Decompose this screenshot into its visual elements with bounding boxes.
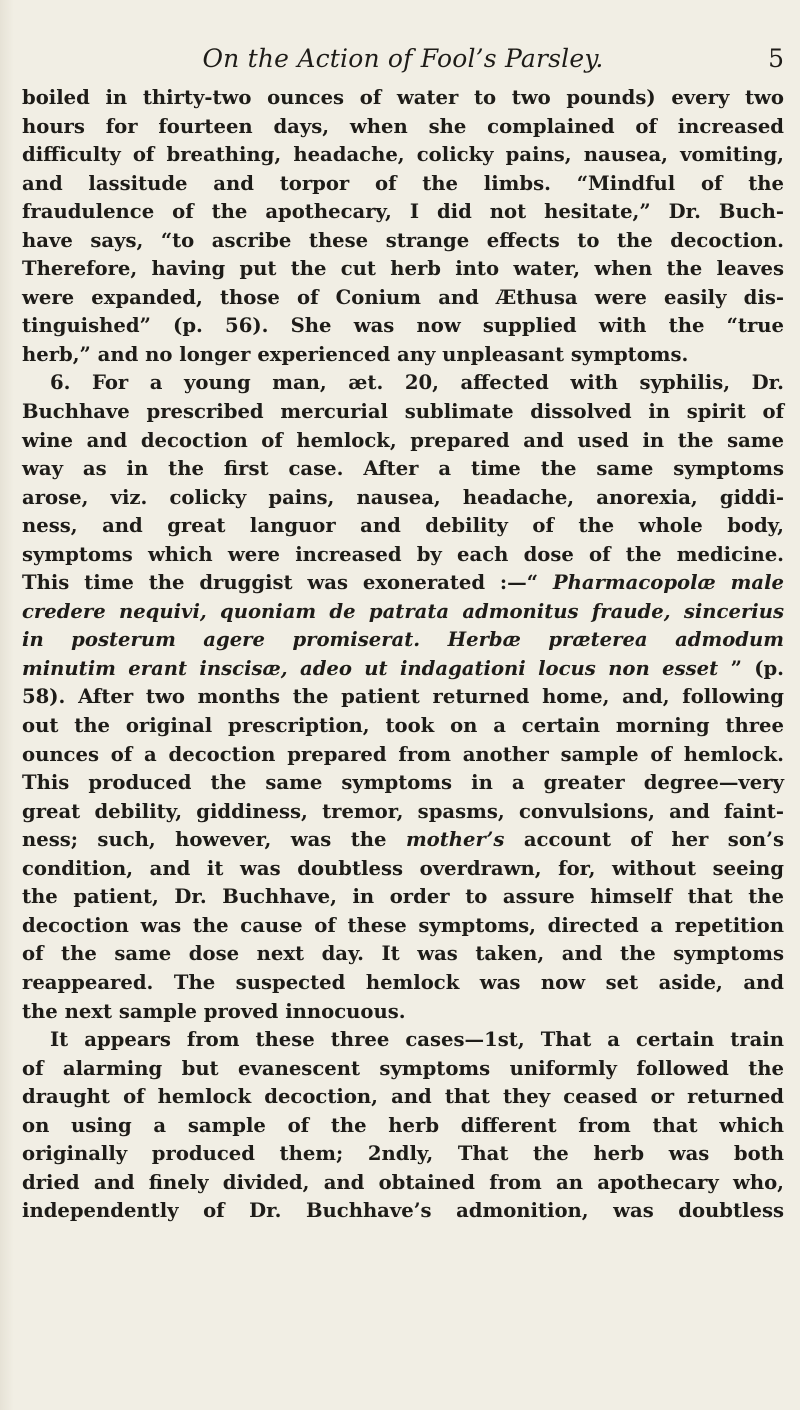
text-line: arose, viz. colicky pains, nausea, headache, anorexia, giddi- — [22, 485, 784, 509]
text-line: Therefore, having put the cut herb into water, when the leaves — [22, 257, 784, 281]
text-segment: account of her son’s — [523, 828, 784, 852]
text-line: out the original prescription, took on a certain morning three — [22, 714, 784, 738]
text-line: the patient, Dr. Buchhave, in order to assure himself that the — [22, 885, 784, 909]
text-line: 58). After two months the patient returned home, and, following — [22, 685, 784, 709]
latin-quotation: in posterum agere promiserat. Herbæ præterea admodum — [22, 628, 784, 652]
text-line: draught of hemlock decoction, and that they ceased or returned — [22, 1085, 784, 1109]
text-line: ounces of a decoction prepared from another sample of hemlock. — [22, 742, 784, 766]
text-line: condition, and it was doubtless overdrawn, for, without seeing — [22, 856, 784, 880]
text-line: hours for fourteen days, when she complained of increased — [22, 114, 784, 138]
text-line — [22, 598, 784, 627]
text-line: boiled in thirty-two ounces of water to two pounds) every two — [22, 86, 784, 109]
text-line: of alarming but evanescent symptoms uniformly followed the — [22, 1056, 784, 1080]
text-line: the next sample proved innocuous. — [22, 999, 406, 1023]
text-line: and lassitude and torpor of the limbs. “Mindful of the — [22, 171, 784, 195]
text-line: have says, “to ascribe these strange effects to the decoction. — [22, 228, 784, 252]
text-line-mixed — [22, 826, 784, 855]
text-line: great debility, giddiness, tremor, spasms, convulsions, and faint- — [22, 799, 784, 823]
text-line: dried and finely divided, and obtained from an apothecary who, — [22, 1170, 784, 1194]
page-number: 5 — [768, 44, 784, 73]
text-line: difficulty of breathing, headache, colicky pains, nausea, vomiting, — [22, 143, 784, 167]
text-line-mixed — [22, 569, 784, 598]
text-line: herb,” and no longer experienced any unpleasant symptoms. — [22, 342, 689, 366]
running-title: On the Action of Fool’s Parsley. — [202, 44, 604, 73]
text-line: fraudulence of the apothecary, I did not hesitate,” Dr. Buch- — [22, 200, 784, 224]
paragraph-start-line: 6. For a young man, æt. 20, affected with syphilis, Dr. — [50, 371, 784, 395]
text-line: on using a sample of the herb different from that which — [22, 1113, 784, 1137]
text-line: symptoms which were increased by each dose of the medicine. — [22, 542, 784, 566]
text-line: originally produced them; 2ndly, That the herb was both — [22, 1142, 784, 1166]
text-line — [22, 626, 784, 655]
latin-quotation: credere nequivi, quoniam de patrata admonitus fraude, sincerius — [22, 599, 784, 623]
text-line: decoction was the cause of these symptoms, directed a repetition — [22, 913, 784, 937]
text-segment: This time the druggist was exonerated :—“ — [22, 571, 539, 595]
emphasis: mother’s — [405, 828, 505, 852]
page-gutter-edge — [0, 0, 14, 1410]
running-head — [22, 44, 784, 84]
text-line: independently of Dr. Buchhave’s admonition, was doubtless — [22, 1199, 784, 1223]
text-line: tinguished” (p. 56). She was now supplied with the “true — [22, 314, 784, 338]
text-segment: ” (p. — [730, 656, 785, 680]
text-line: ness, and great languor and debility of the whole body, — [22, 514, 784, 538]
text-line: wine and decoction of hemlock, prepared and used in the same — [22, 428, 784, 452]
text-line: Buchhave prescribed mercurial sublimate dissolved in spirit of — [22, 400, 784, 424]
body-text — [22, 84, 784, 1226]
text-line: were expanded, those of Conium and Æthusa were easily dis- — [22, 285, 784, 309]
latin-quotation: Pharmacopolæ male — [552, 571, 784, 595]
text-line: reappeared. The suspected hemlock was now set aside, and — [22, 970, 784, 994]
text-line: way as in the first case. After a time the same symptoms — [22, 457, 784, 481]
text-line: This produced the same symptoms in a greater degree—very — [22, 771, 784, 795]
text-line: of the same dose next day. It was taken, and the symptoms — [22, 942, 784, 966]
paragraph-start-line: It appears from these three cases—1st, That a certain train — [50, 1028, 784, 1052]
latin-quotation: minutim erant inscisæ, adeo ut indagationi locus non esset — [22, 656, 719, 680]
text-segment: ness; such, however, was the — [22, 828, 387, 852]
text-line-mixed — [22, 655, 784, 684]
